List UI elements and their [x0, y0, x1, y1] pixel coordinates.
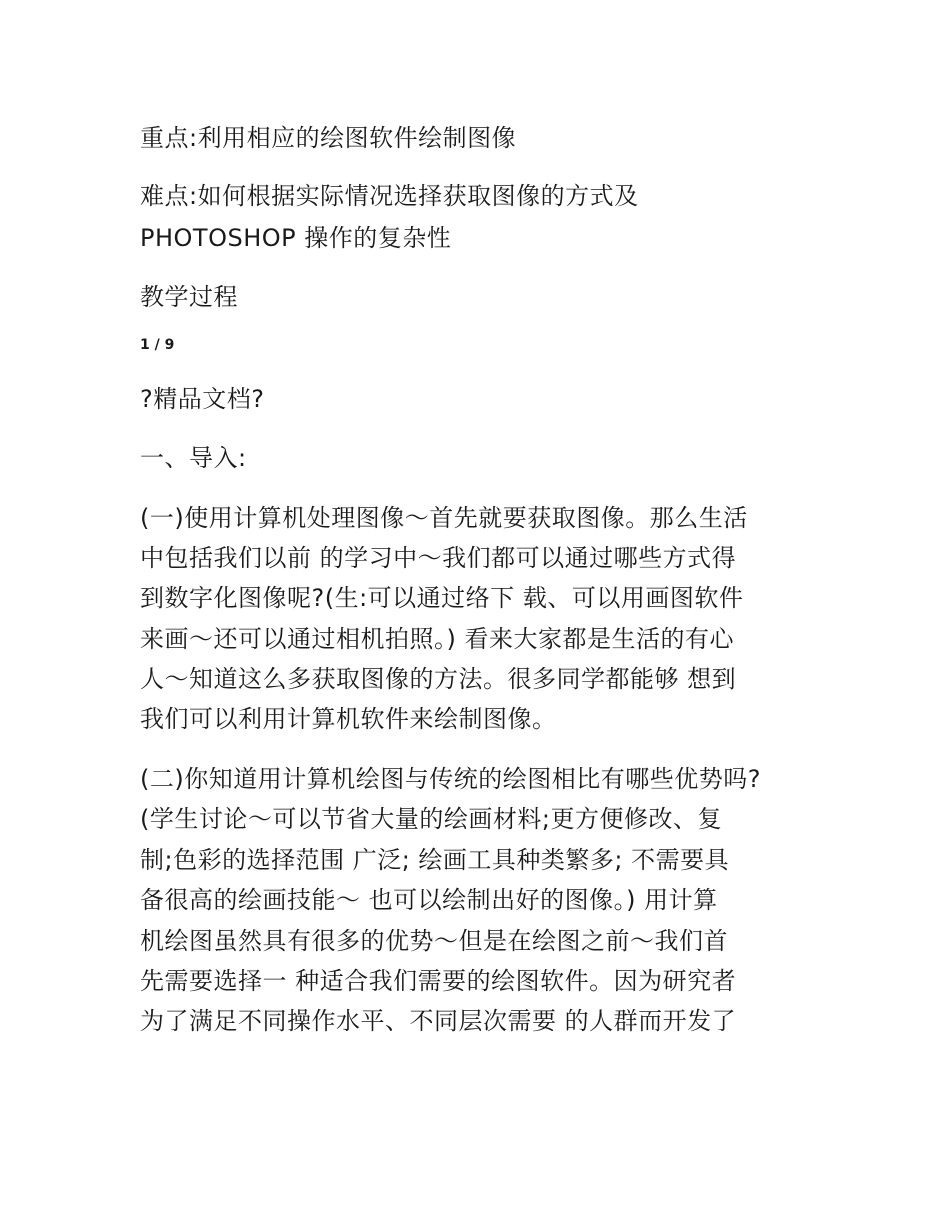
paragraph1-line-3: 到数字化图像呢?(生:可以通过络下 载、可以用画图软件	[140, 584, 744, 612]
difficulty-line-1: 难点:如何根据实际情况选择获取图像的方式及	[140, 182, 639, 210]
paragraph2-line-6: 先需要选择一 种适合我们需要的绘图软件。因为研究者	[140, 967, 737, 995]
paragraph2-line-5: 机绘图虽然具有很多的优势～但是在绘图之前～我们首	[140, 927, 728, 955]
section-heading-process: 教学过程	[140, 283, 238, 311]
paragraph2-line-3: 制;色彩的选择范围 广泛; 绘画工具种类繁多; 不需要具	[140, 846, 730, 874]
paragraph1-line-4: 来画～还可以通过相机拍照。) 看来大家都是生活的有心	[140, 625, 734, 653]
paragraph1-line-2: 中包括我们以前 的学习中～我们都可以通过哪些方式得	[140, 544, 737, 572]
page-number: 1 / 9	[140, 337, 175, 353]
paragraph1-line-1: (一)使用计算机处理图像～首先就要获取图像。那么生活	[140, 504, 748, 532]
key-point-line: 重点:利用相应的绘图软件绘制图像	[140, 124, 517, 152]
paragraph2-line-4: 备很高的绘画技能～ 也可以绘制出好的图像。) 用计算	[140, 886, 718, 914]
paragraph2-line-1: (二)你知道用计算机绘图与传统的绘图相比有哪些优势吗?	[140, 765, 761, 793]
paragraph1-line-6: 我们可以利用计算机软件来绘制图像。	[140, 705, 557, 733]
paragraph2-line-7: 为了满足不同操作水平、不同层次需要 的人群而开发了	[140, 1007, 737, 1035]
paragraph1-line-5: 人～知道这么多获取图像的方法。很多同学都能够 想到	[140, 665, 737, 693]
heading-intro: 一、导入:	[140, 444, 247, 472]
difficulty-line-2: PHOTOSHOP 操作的复杂性	[140, 224, 452, 252]
watermark-line: ?精品文档?	[140, 385, 265, 413]
paragraph2-line-2: (学生讨论～可以节省大量的绘画材料;更方便修改、复	[140, 805, 722, 833]
